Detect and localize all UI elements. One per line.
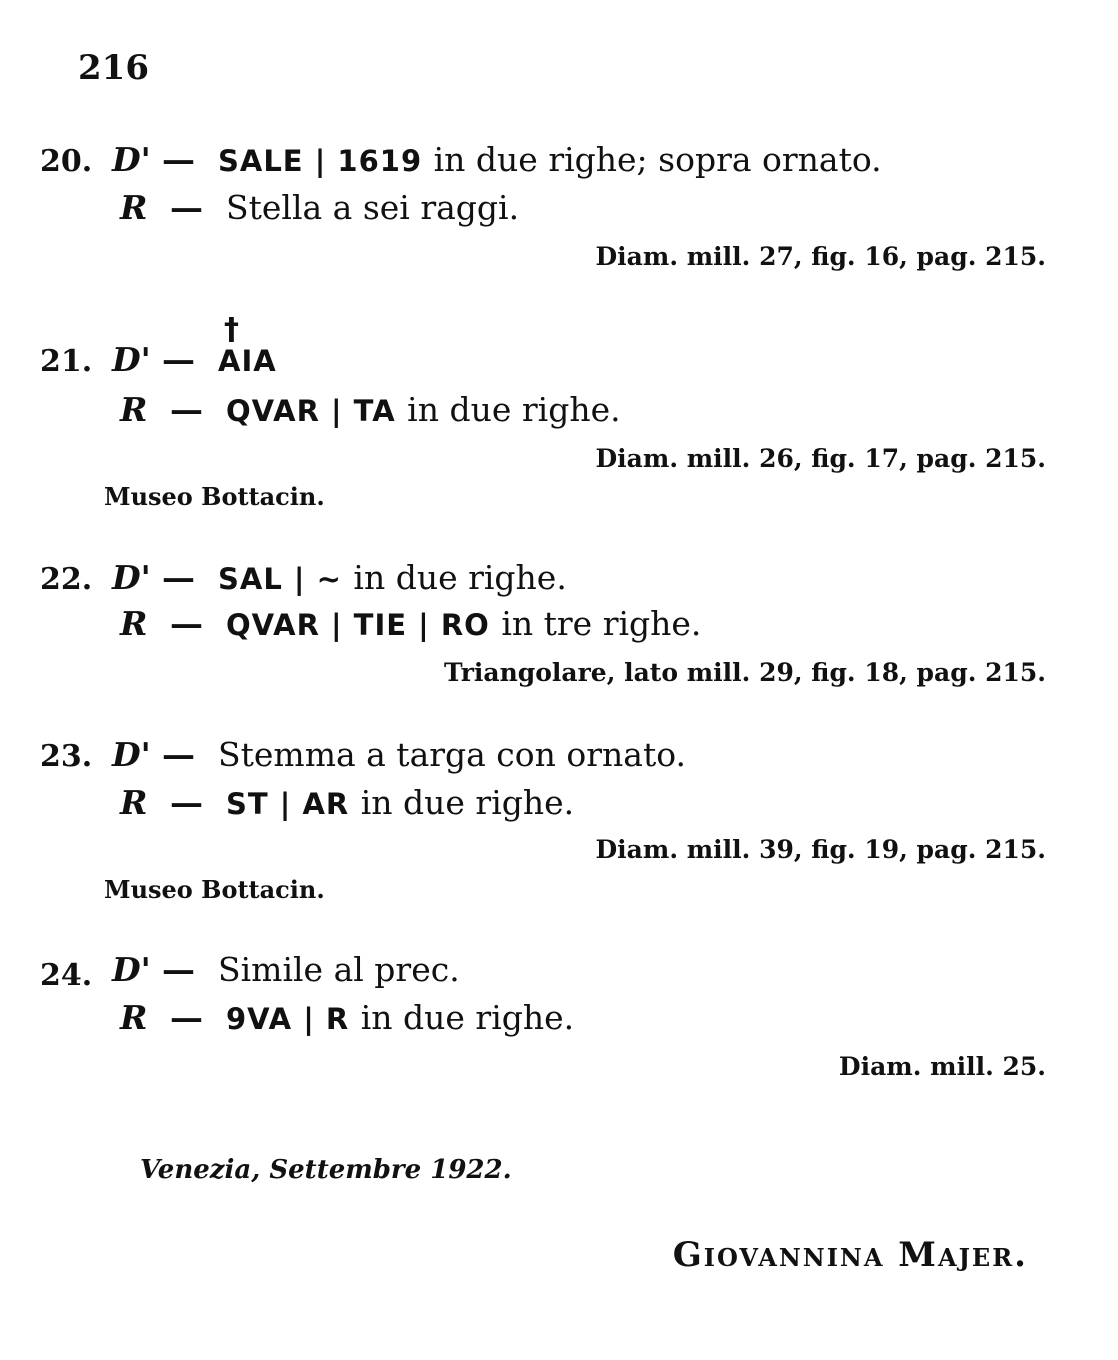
measurement: Diam. mill. 27, fig. 16, pag. 215. — [595, 242, 1046, 271]
description: Stella a sei raggi. — [226, 188, 520, 227]
reverse-symbol: R — [120, 998, 148, 1037]
measurement: Diam. mill. 26, fig. 17, pag. 215. — [595, 444, 1046, 473]
dash: — — [162, 558, 195, 597]
description: in due righe. — [407, 390, 621, 429]
obverse-line — [112, 558, 567, 597]
page-number: 216 — [78, 48, 149, 88]
reverse-line — [120, 390, 621, 429]
obverse-symbol: D' — [112, 558, 151, 597]
measurement: Diam. mill. 25. — [838, 1052, 1046, 1081]
dash: — — [162, 140, 195, 179]
description: in due righe; sopra ornato. — [433, 140, 882, 179]
measurement: Triangolare, lato mill. 29, fig. 18, pag. 215. — [443, 658, 1046, 687]
description: in due righe. — [360, 783, 575, 822]
entry-number: 24. — [40, 958, 93, 993]
reverse-line — [120, 604, 701, 643]
obverse-symbol: D' — [112, 140, 151, 179]
legend-caps: 9VA | R — [226, 1002, 350, 1036]
obverse-line — [112, 950, 460, 989]
dash: — — [162, 340, 195, 379]
author-signature: Giovannina Majer. — [672, 1235, 1028, 1275]
entry-number: 21. — [40, 344, 93, 379]
legend-caps: QVAR | TIE | RO — [226, 608, 490, 642]
legend-caps: SALE | 1619 — [218, 144, 423, 178]
entry-number: 20. — [40, 144, 93, 179]
museum-note: Museo Bottacin. — [104, 482, 325, 511]
legend-caps: ST | AR — [226, 787, 350, 821]
obverse-symbol: D' — [112, 735, 151, 774]
dash: — — [170, 998, 203, 1037]
reverse-line — [120, 783, 574, 822]
legend-caps: † AIA — [218, 344, 277, 378]
reverse-symbol: R — [120, 390, 148, 429]
obverse-symbol: D' — [112, 340, 151, 379]
dash: — — [170, 604, 203, 643]
reverse-symbol: R — [120, 188, 148, 227]
description: in due righe. — [353, 558, 567, 597]
description: Simile al prec. — [218, 950, 460, 989]
obverse-line — [112, 340, 277, 379]
description: in tre righe. — [501, 604, 702, 643]
dateline: Venezia, Settembre 1922. — [140, 1155, 512, 1185]
obverse-symbol: D' — [112, 950, 151, 989]
obverse-line — [112, 140, 882, 179]
dash: — — [170, 188, 203, 227]
dash: — — [162, 950, 195, 989]
entry-number: 23. — [40, 739, 93, 774]
entry-number: 22. — [40, 562, 93, 597]
description: in due righe. — [360, 998, 575, 1037]
dash: — — [170, 390, 203, 429]
reverse-symbol: R — [120, 604, 148, 643]
museum-note: Museo Bottacin. — [104, 875, 325, 904]
measurement: Diam. mill. 39, fig. 19, pag. 215. — [595, 835, 1046, 864]
reverse-line — [120, 998, 574, 1037]
reverse-symbol: R — [120, 783, 148, 822]
legend-caps: QVAR | TA — [226, 394, 396, 428]
description: Stemma a targa con ornato. — [218, 735, 687, 774]
dash: — — [170, 783, 203, 822]
reverse-line — [120, 188, 519, 227]
dash: — — [162, 735, 195, 774]
obverse-line — [112, 735, 686, 774]
legend-caps: SAL | ~ — [218, 562, 342, 596]
